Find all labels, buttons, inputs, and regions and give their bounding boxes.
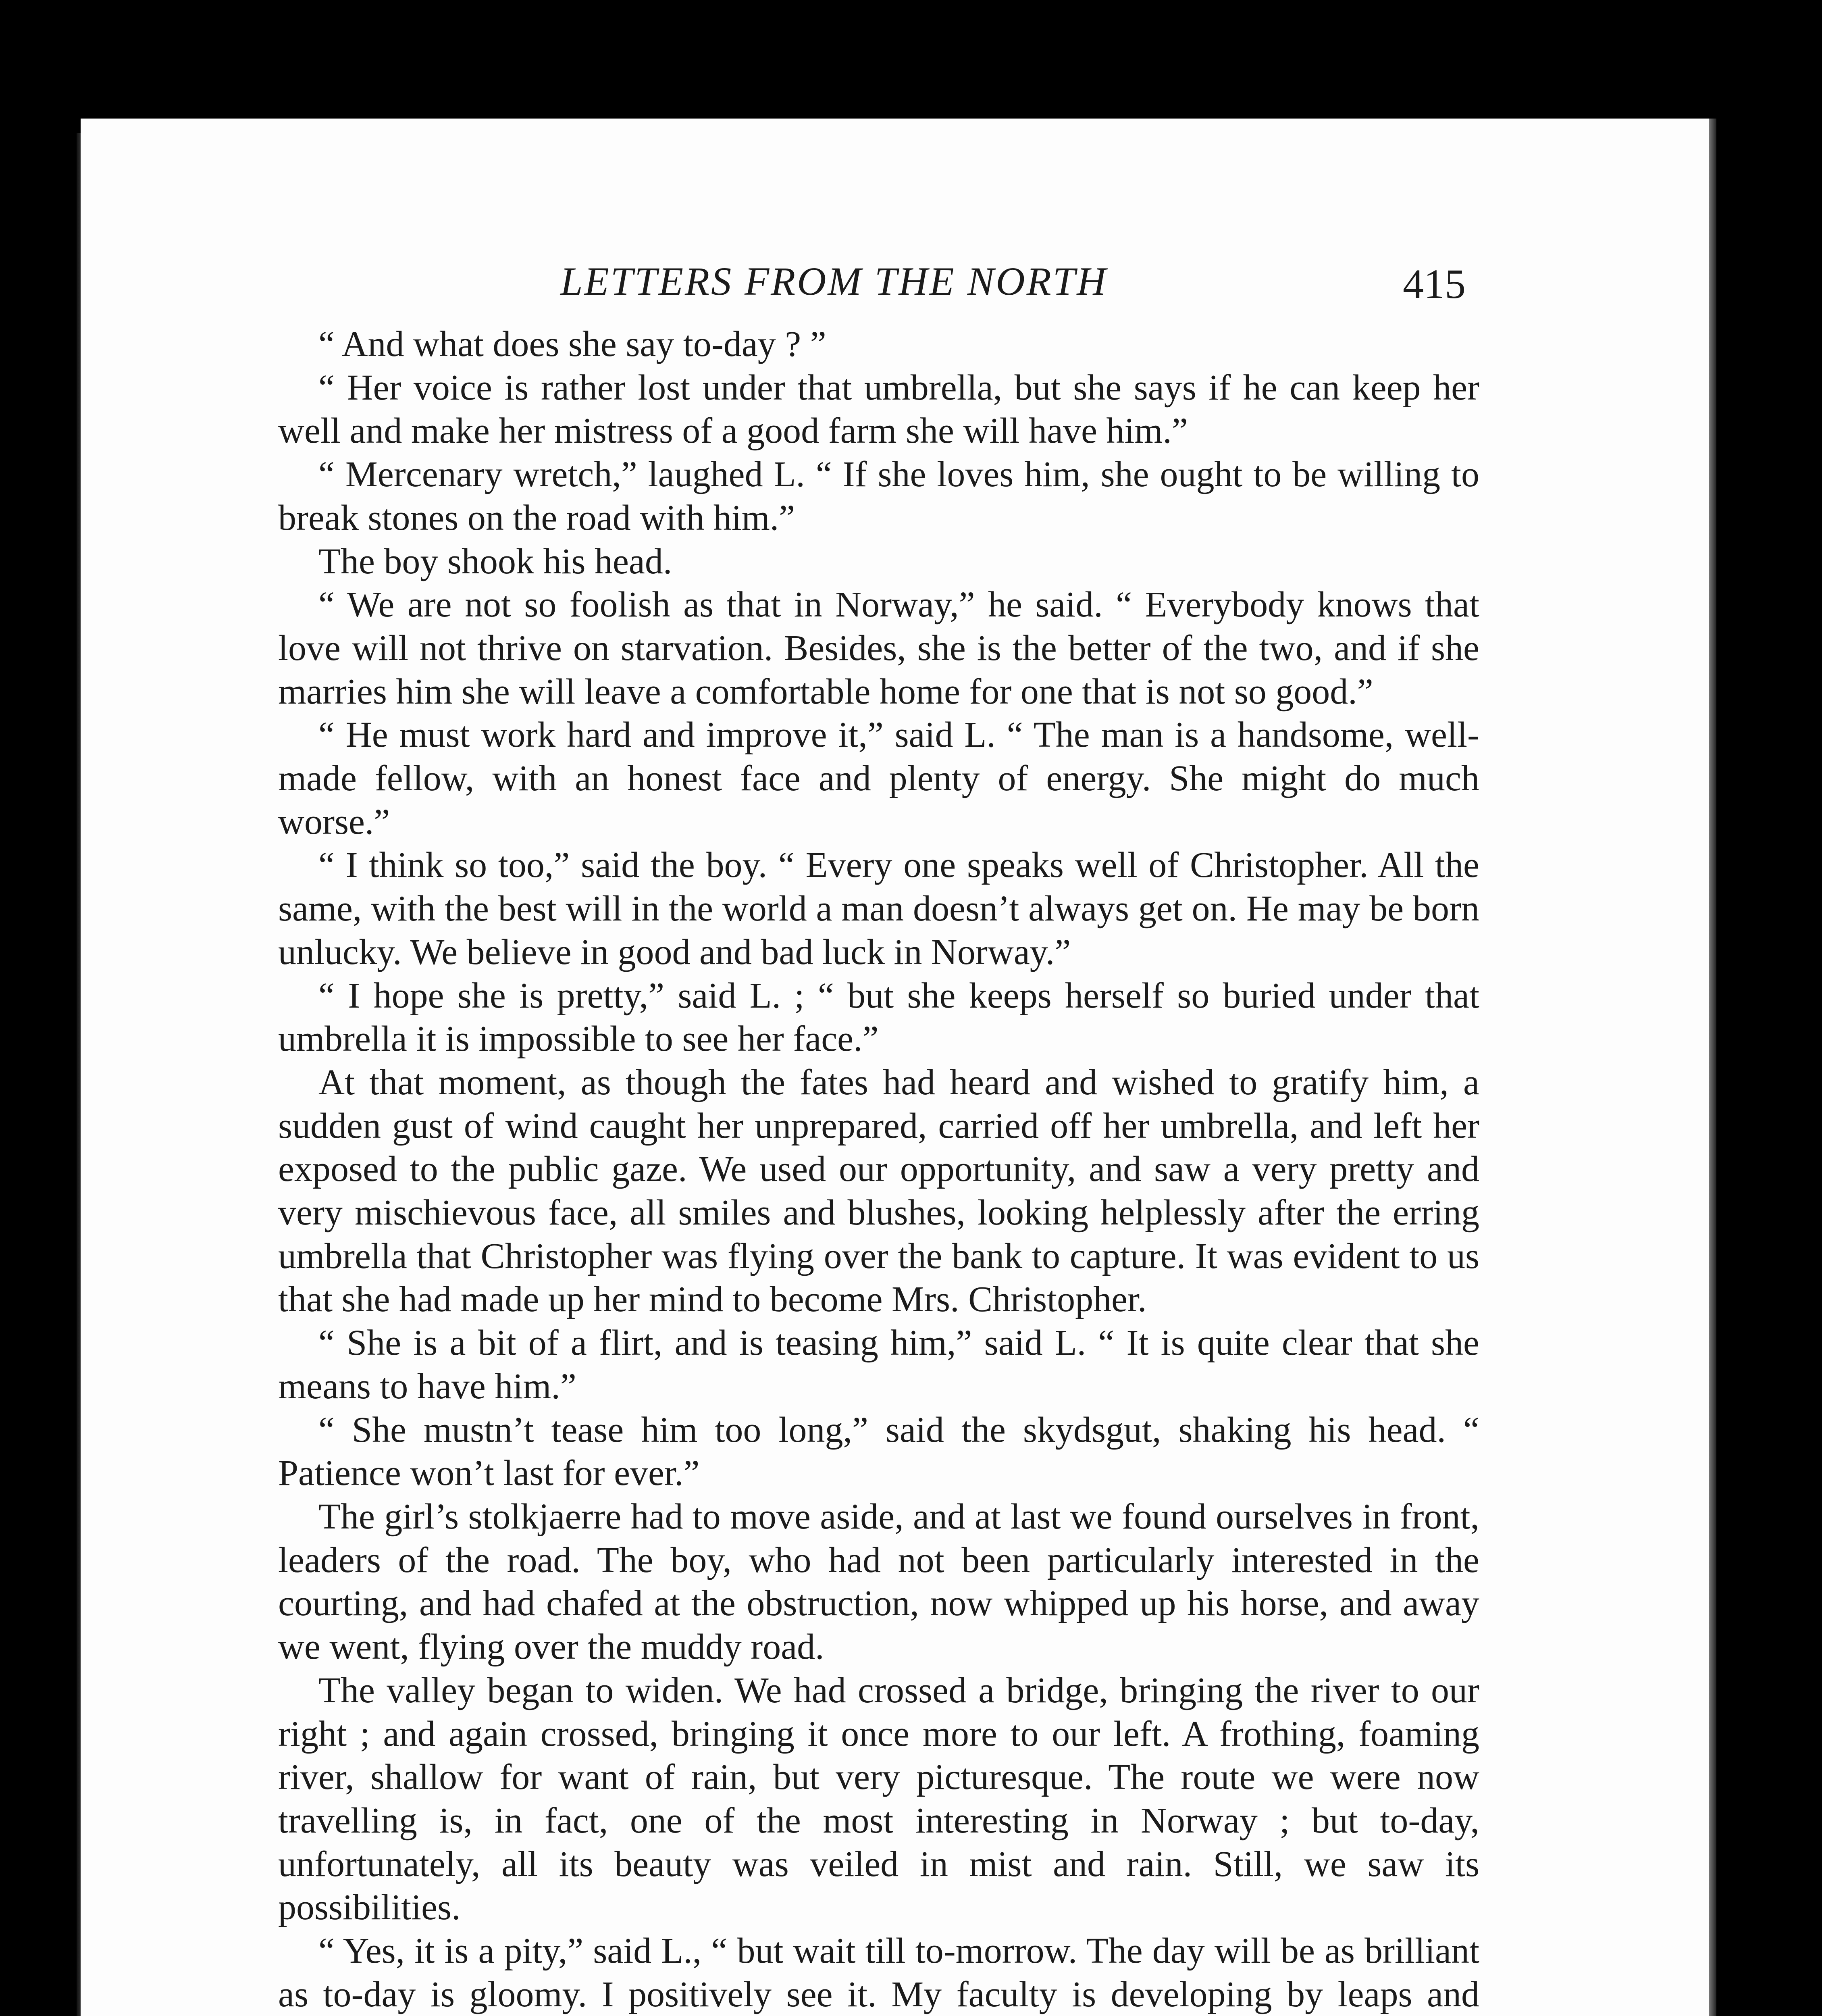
- paragraph: “ Yes, it is a pity,” said L., “ but wait till to-morrow. The day will be as brilliant as to-day is gloomy. I positively see it. My faculty is developing by leaps and: [278, 1931, 1479, 2014]
- paragraph: The boy shook his head.: [318, 541, 672, 581]
- running-head: LETTERS FROM THE NORTH: [560, 259, 1108, 304]
- paragraph: “ Mercenary wretch,” laughed L. “ If she loves him, she ought to be willing to break stones on the road with him.”: [278, 454, 1479, 538]
- paragraph: The girl’s stolkjaerre had to move aside, and at last we found ourselves in front, leaders of the road. The boy, who had not been particularly interested in the courting, and had chafed at the obstruction, now whipped up his horse, and away we went, flying over the muddy road.: [278, 1496, 1479, 1667]
- paragraph: “ And what does she say to-day ? ”: [318, 324, 826, 364]
- paragraph: At that moment, as though the fates had heard and wished to gratify him, a sudden gust of wind caught her unprepared, carried off her umbrella, and left her exposed to the public gaze. We used our opportunity, and saw a very pretty and very mischievous face, all smiles and blushes, looking helplessly after the erring umbrella that Christopher was flying over the bank to capture. It was evident to us that she had made up her mind to become Mrs. Christopher.: [278, 1062, 1479, 1320]
- paragraph: “ I hope she is pretty,” said L. ; “ but she keeps herself so buried under that umbrella it is impossible to see her face.”: [278, 975, 1479, 1059]
- paragraph: “ She mustn’t tease him too long,” said the skydsgut, shaking his head. “ Patience won’t last for ever.”: [278, 1410, 1479, 1493]
- paragraph: “ She is a bit of a flirt, and is teasing him,” said L. “ It is quite clear that she means to have him.”: [278, 1323, 1479, 1406]
- page-number: 415: [1403, 261, 1466, 307]
- body-text: [278, 323, 1479, 2016]
- paragraph: “ We are not so foolish as that in Norway,” he said. “ Everybody knows that love will not thrive on starvation. Besides, she is the better of the two, and if she marries him she will leave a comfortable home for one that is not so good.”: [278, 585, 1479, 712]
- page-right-edge: [1709, 119, 1716, 2016]
- paragraph: The valley began to widen. We had crossed a bridge, bringing the river to our right ; and again crossed, bringing it once more to our left. A frothing, foaming river, shallow for want of rain, but very picturesque. The route we were now travelling is, in fact, one of the most interesting in Norway ; but to-day, unfortunately, all its beauty was veiled in mist and rain. Still, we saw its possibilities.: [278, 1670, 1479, 1928]
- paragraph: “ Her voice is rather lost under that umbrella, but she says if he can keep her well and make her mistress of a good farm she will have him.”: [278, 367, 1479, 451]
- paragraph: “ He must work hard and improve it,” said L. “ The man is a handsome, well-made fellow, with an honest face and plenty of energy. She might do much worse.”: [278, 715, 1479, 842]
- paragraph: “ I think so too,” said the boy. “ Every one speaks well of Christopher. All the same, with the best will in the world a man doesn’t always get on. He may be born unlucky. We believe in good and bad luck in Norway.”: [278, 845, 1479, 972]
